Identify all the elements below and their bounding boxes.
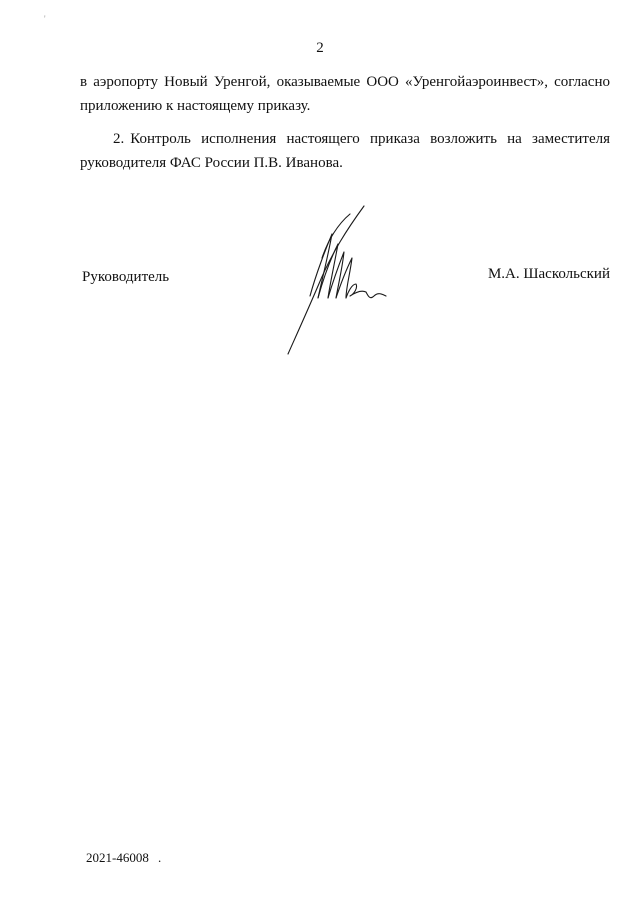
document-registration-number: 2021-46008 — [86, 850, 149, 865]
paragraph-2-number: 2. — [113, 131, 125, 147]
paragraph-1: в аэропорту Новый Уренгой, оказываемые ООО «Уренгойаэроинвест», согласно приложению к настоящему приказу. — [80, 74, 610, 114]
paragraph-2-text: Контроль исполнения настоящего приказа возложить на заместителя руководителя ФАС России П.В. Иванова. — [80, 131, 610, 171]
paragraph-2 — [80, 127, 610, 175]
scan-mark: ' — [44, 14, 46, 24]
signer-name: М.А. Шаскольский — [487, 266, 610, 282]
page-number: 2 — [316, 40, 324, 56]
document-number-mark: . — [158, 850, 162, 865]
handwritten-signature — [282, 200, 392, 360]
signer-title: Руководитель — [82, 269, 170, 285]
